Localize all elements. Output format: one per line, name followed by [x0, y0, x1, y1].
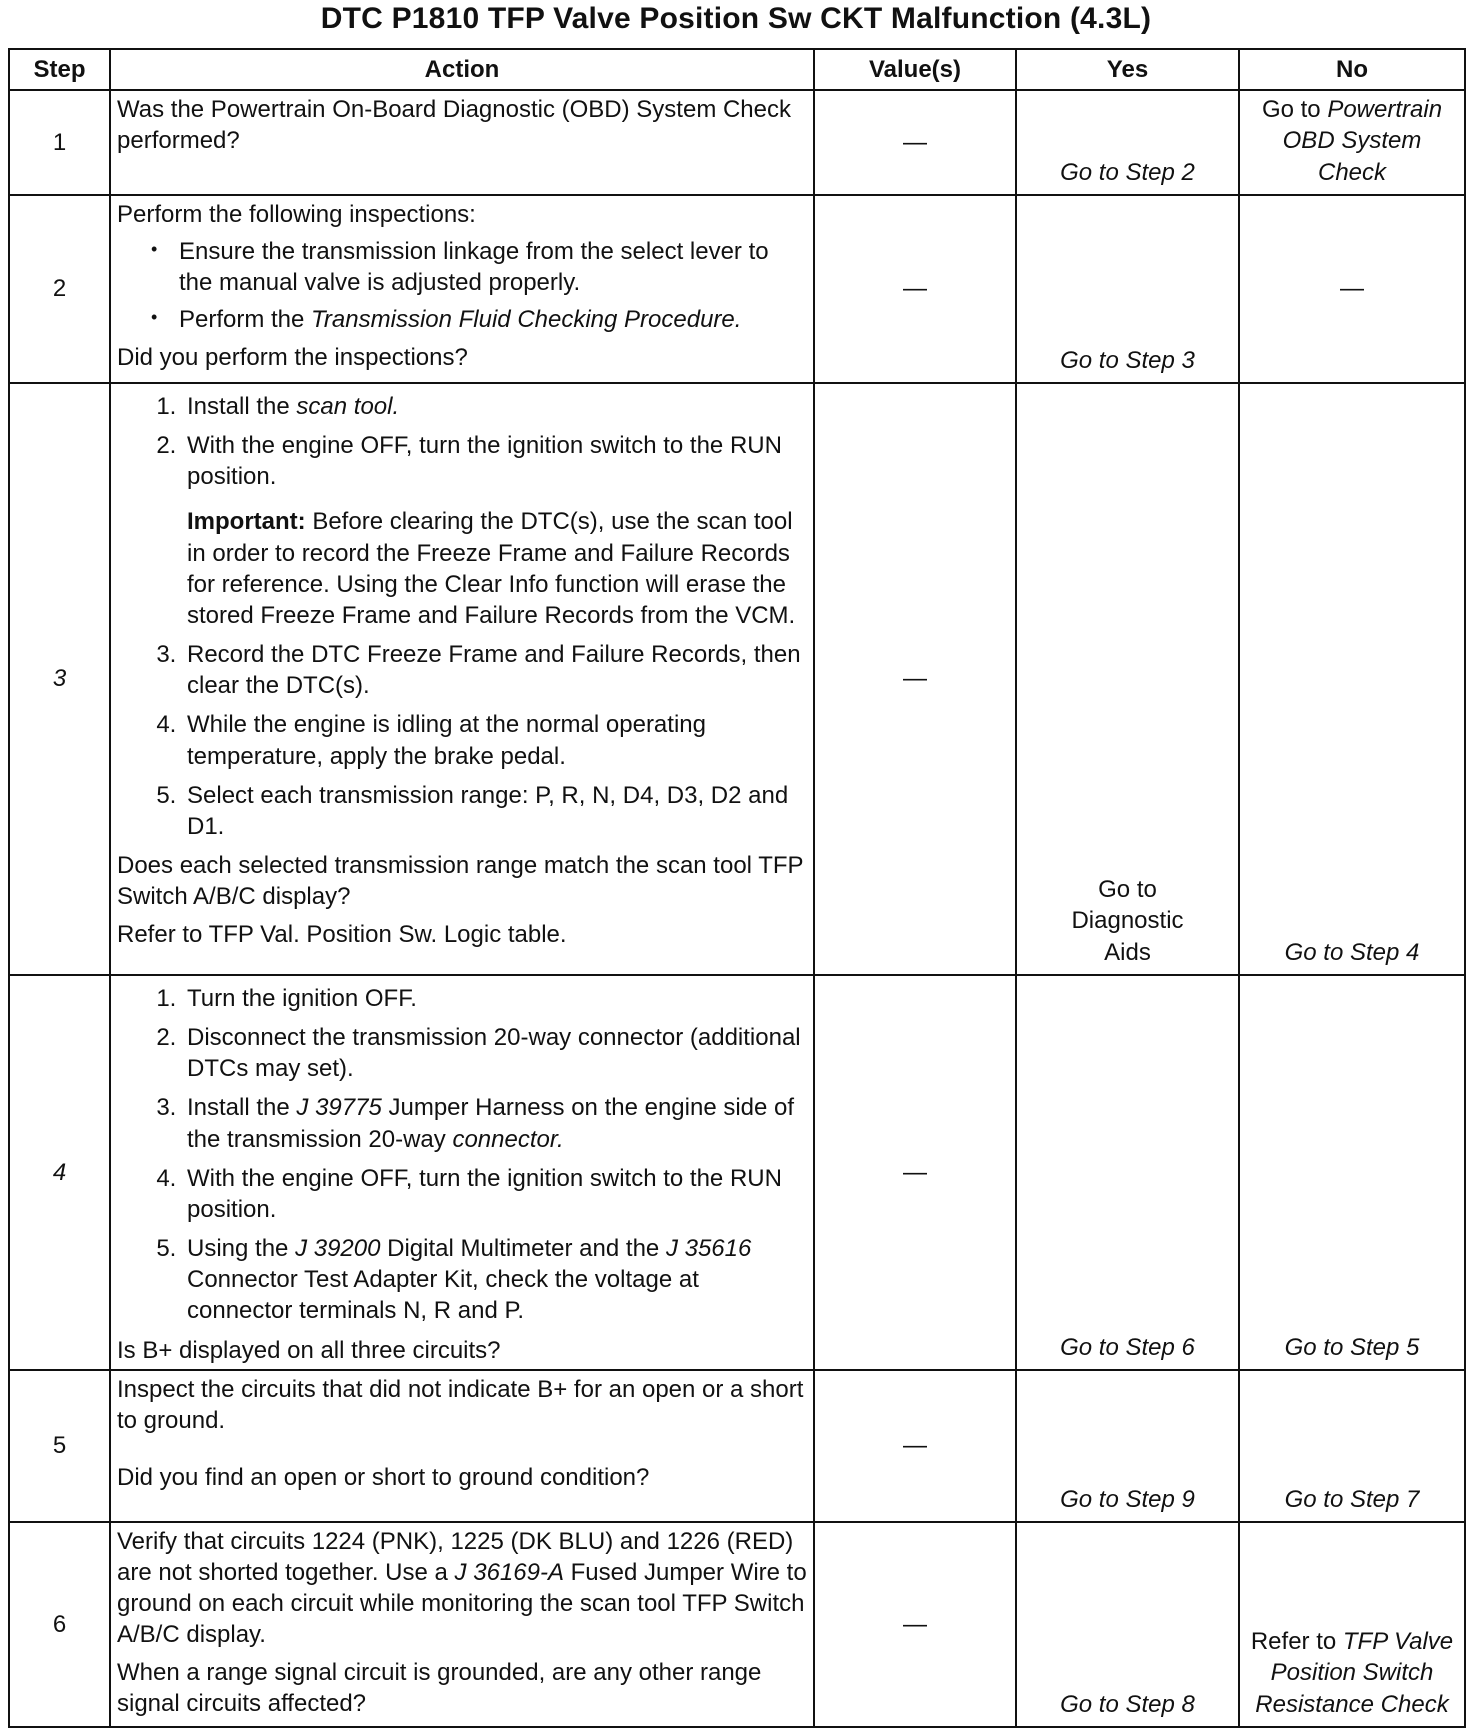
action-text: Inspect the circuits that did not indicate B+ for an open or a short to ground. [117, 1375, 804, 1434]
step-number: 2 [9, 195, 110, 383]
numbered-list [117, 391, 807, 842]
action-question: Did you perform the inspections? [117, 343, 468, 371]
table-row [9, 195, 1465, 383]
value-cell: — [814, 383, 1016, 975]
action-cell [110, 975, 814, 1370]
list-item-prefix: Install the [187, 392, 297, 420]
no-prefix: Go to [1261, 96, 1328, 124]
action-cell [110, 195, 814, 383]
list-item-text: Using the [187, 1235, 296, 1263]
header-step: Step [9, 49, 110, 90]
step-number: 6 [9, 1522, 110, 1727]
value-cell: — [814, 975, 1016, 1370]
step-number: 3 [9, 383, 110, 975]
list-item: 4. With the engine OFF, turn the ignition switch to the RUN position. [183, 1163, 807, 1225]
table-row [9, 1370, 1465, 1522]
list-item-text: Connector Test Adapter Kit, check the voltage at connector terminals N, R and P. [187, 1266, 699, 1325]
list-item [183, 1092, 807, 1154]
list-item: 3. Record the DTC Freeze Frame and Failure Records, then clear the DTC(s). [183, 639, 807, 701]
value-cell: — [814, 1370, 1016, 1522]
list-item [183, 1233, 807, 1327]
list-item-text: With the engine OFF, turn the ignition switch to the RUN position. [187, 431, 782, 491]
action-cell [110, 90, 814, 195]
yes-cell: Go to Diagnostic Aids [1016, 383, 1239, 975]
list-item: • Ensure the transmission linkage from the select lever to the manual valve is adjusted properly. [179, 236, 807, 298]
header-no: No [1239, 49, 1465, 90]
action-text-part: Fused Jumper Wire to ground on each circuit while monitoring the scan tool TFP Switch A/B/C display. [117, 1559, 807, 1649]
no-cell [1239, 1522, 1465, 1727]
list-item: 5. Select each transmission range: P, R, N, D4, D3, D2 and D1. [183, 780, 807, 842]
yes-cell: Go to Step 3 [1016, 195, 1239, 383]
header-yes: Yes [1016, 49, 1239, 90]
action-note: Refer to TFP Val. Position Sw. Logic table. [117, 920, 567, 948]
no-cell: Go to Step 5 [1239, 975, 1465, 1370]
tool-ref: J 36169-A [454, 1559, 564, 1586]
no-prefix: Refer to [1250, 1628, 1343, 1656]
list-item: 2. Disconnect the transmission 20-way connector (additional DTCs may set). [183, 1022, 807, 1084]
action-cell [110, 1522, 814, 1727]
no-cell: Go to Step 4 [1239, 383, 1465, 975]
procedure-ref: Transmission Fluid Checking Procedure. [311, 306, 742, 334]
action-text: Was the Powertrain On-Board Diagnostic (OBD) System Check performed? [117, 96, 792, 155]
connector-ref: connector. [452, 1125, 564, 1153]
table-row [9, 383, 1465, 975]
no-link-text: TFP Valve Position Switch Resistance Check [1255, 1628, 1454, 1718]
header-values: Value(s) [814, 49, 1016, 90]
list-item-prefix: Perform the [179, 306, 312, 334]
tool-ref: scan tool. [296, 392, 400, 420]
value-cell: — [814, 1522, 1016, 1727]
action-cell [110, 1370, 814, 1522]
list-item: 1. Turn the ignition OFF. [183, 983, 807, 1014]
no-cell [1239, 90, 1465, 195]
header-row [9, 49, 1465, 90]
important-text: Before clearing the DTC(s), use the scan tool in order to record the Freeze Frame and Failure Records for reference. Using the Clear Info function will erase the stored Freeze Frame and Failure Records from the VCM. [187, 508, 796, 629]
yes-cell: Go to Step 2 [1016, 90, 1239, 195]
header-action: Action [110, 49, 814, 90]
action-intro: Perform the following inspections: [117, 200, 476, 228]
list-item [179, 304, 807, 335]
no-cell: Go to Step 7 [1239, 1370, 1465, 1522]
action-text-part: Verify that circuits 1224 (PNK), 1225 (DK BLU) and 1226 (RED) are not shorted together. Use a [117, 1527, 794, 1586]
diagnostic-table [8, 48, 1466, 1728]
yes-cell: Go to Step 6 [1016, 975, 1239, 1370]
action-text [117, 1526, 807, 1651]
step-number: 5 [9, 1370, 110, 1522]
action-question: Does each selected transmission range match the scan tool TFP Switch A/B/C display? [117, 852, 804, 911]
tool-ref: J 35616 [665, 1235, 752, 1263]
important-label: Important: [187, 508, 306, 536]
list-item-text: Jumper Harness on the engine side of the transmission 20-way [187, 1094, 795, 1153]
no-cell: — [1239, 195, 1465, 383]
action-question: When a range signal circuit is grounded, are any other range signal circuits affected? [117, 1658, 762, 1717]
no-link-text: Powertrain OBD System Check [1282, 96, 1443, 186]
list-item-text: Install the [187, 1094, 297, 1122]
table-row [9, 90, 1465, 195]
important-note [187, 506, 807, 631]
bullet-list [117, 236, 807, 336]
value-cell: — [814, 195, 1016, 383]
yes-cell: Go to Step 9 [1016, 1370, 1239, 1522]
yes-cell: Go to Step 8 [1016, 1522, 1239, 1727]
list-item-text: Digital Multimeter and the [380, 1235, 666, 1263]
action-question: Is B+ displayed on all three circuits? [117, 1336, 501, 1364]
value-cell: — [814, 90, 1016, 195]
action-cell [110, 383, 814, 975]
step-number: 4 [9, 975, 110, 1370]
list-item [183, 430, 807, 631]
page-title: DTC P1810 TFP Valve Position Sw CKT Malfunction (4.3L) [320, 2, 1152, 35]
table-row [9, 1522, 1465, 1727]
table-row [9, 975, 1465, 1370]
tool-ref: J 39775 [296, 1094, 382, 1122]
list-item [183, 391, 807, 422]
list-item: 4. While the engine is idling at the normal operating temperature, apply the brake pedal. [183, 709, 807, 771]
step-number: 1 [9, 90, 110, 195]
tool-ref: J 39200 [295, 1235, 381, 1263]
spacer [117, 1436, 807, 1462]
numbered-list [117, 983, 807, 1327]
action-question: Did you find an open or short to ground condition? [117, 1464, 650, 1492]
